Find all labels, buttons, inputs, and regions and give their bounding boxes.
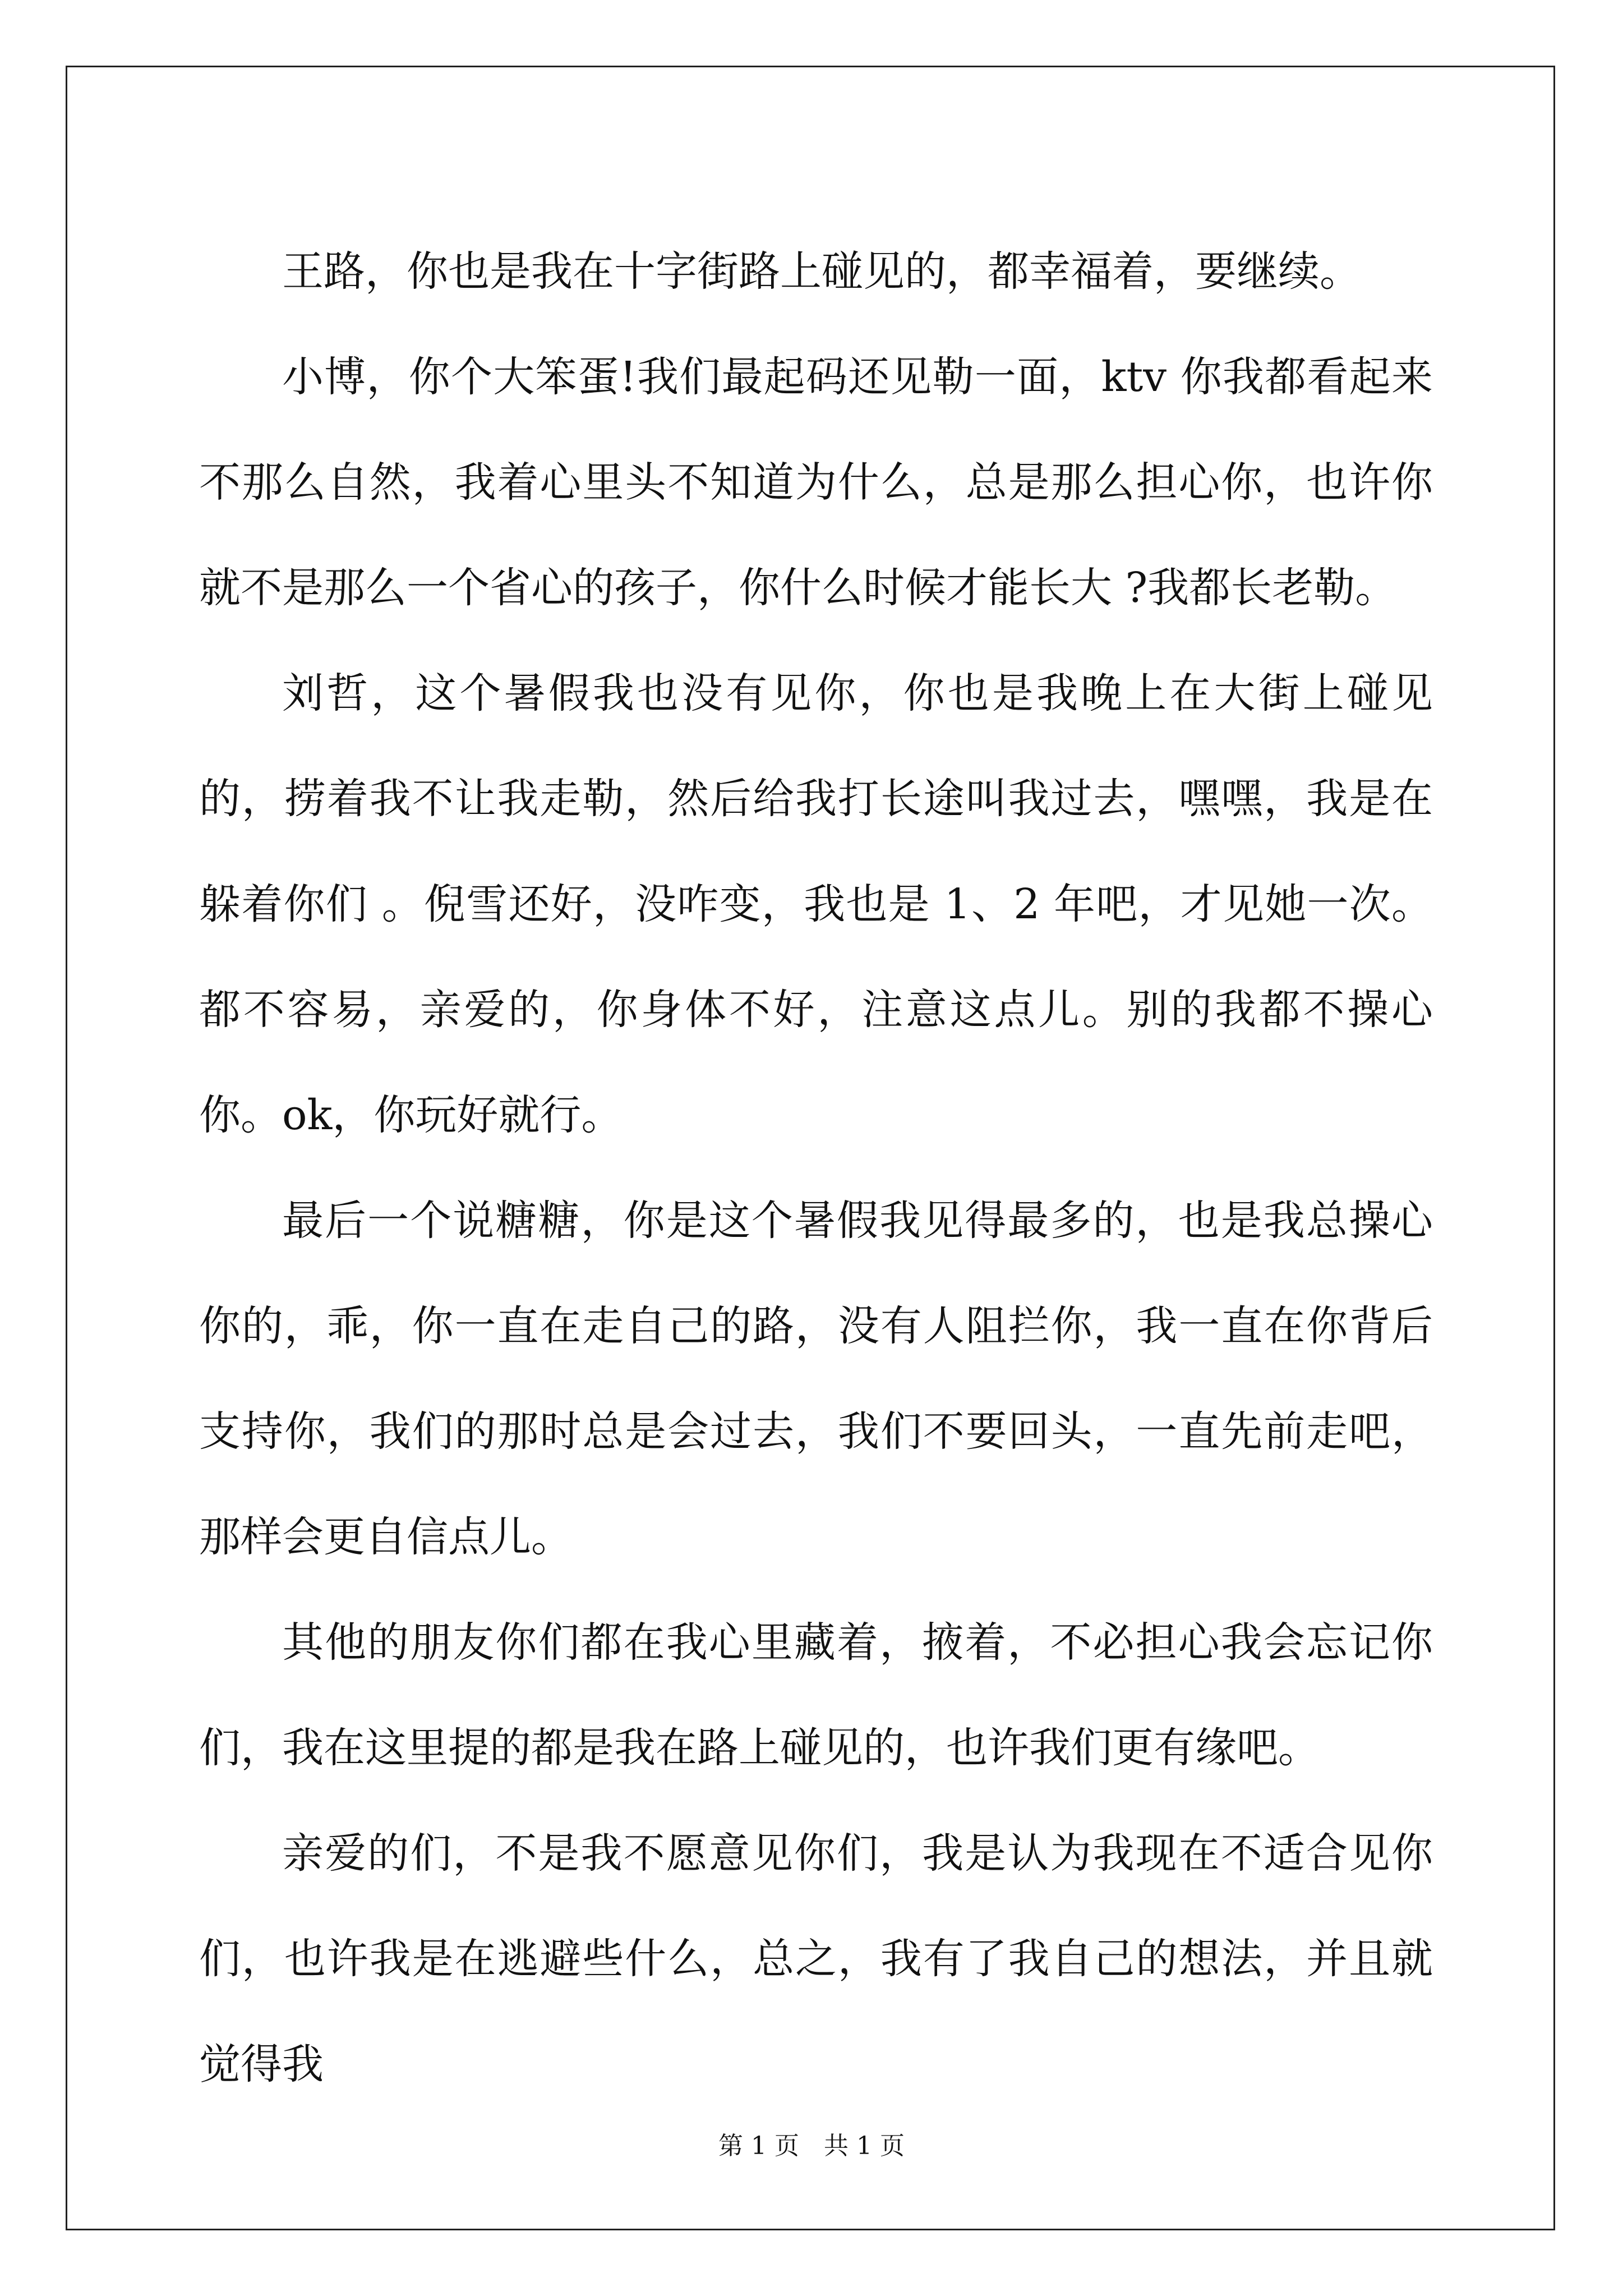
paragraph-other-friends: 其他的朋友你们都在我心里藏着，掖着，不必担心我会忘记你们，我在这里提的都是我在路上碰见的，也许我们更有缘吧。	[199, 1618, 1433, 1772]
paragraph-xiao-bo: 小博，你个大笨蛋!我们最起码还见勒一面，ktv 你我都看起来不那么自然，我着心里头不知道为什么，总是那么担心你，也许你就不是那么一个省心的孩子，你什么时候才能长大 ?我都长老勒。	[199, 353, 1433, 612]
paragraph-liu-zhe: 刘哲，这个暑假我也没有见你，你也是我晚上在大街上碰见的，捞着我不让我走勒，然后给我打长途叫我过去，嘿嘿，我是在躲着你们 。倪雪还好，没咋变，我也是 1、2 年吧，才见她一次。都不容易，亲爱的，你身体不好，注意这点儿。别的我都不操心你。ok，你玩好就行。	[199, 669, 1433, 1139]
paragraph-dear-ones: 亲爱的们，不是我不愿意见你们，我是认为我现在不适合见你们，也许我是在逃避些什么，总之，我有了我自己的想法，并且就觉得我	[199, 1829, 1433, 2088]
page-footer: 第 1 页 共 1 页	[718, 2132, 905, 2160]
paragraph-tang-tang: 最后一个说糖糖，你是这个暑假我见得最多的，也是我总操心你的，乖，你一直在走自己的路，没有人阻拦你，我一直在你背后支持你，我们的那时总是会过去，我们不要回头，一直先前走吧，那样会更自信点儿。	[199, 1197, 1433, 1561]
document-body	[199, 219, 1433, 2117]
paragraph-wang-lu: 王路，你也是我在十字街路上碰见的，都幸福着，要继续。	[282, 247, 1361, 296]
